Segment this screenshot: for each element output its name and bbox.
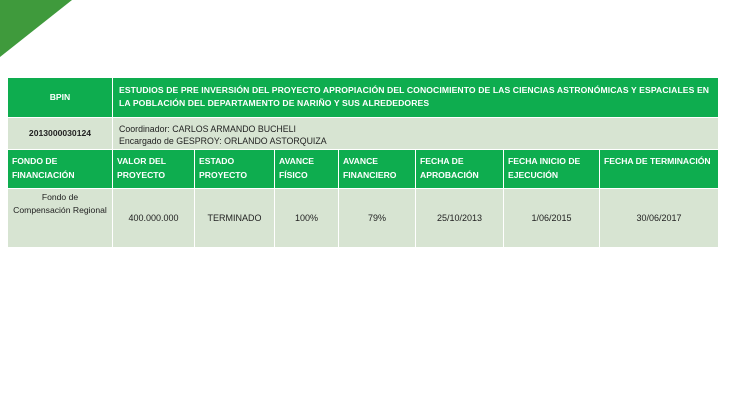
- values-row: [8, 189, 718, 248]
- value-avance-fisico: 100%: [275, 189, 339, 248]
- header-row: [8, 150, 718, 189]
- value-valor: 400.000.000: [113, 189, 195, 248]
- value-fecha-aprobacion: 25/10/2013: [416, 189, 504, 248]
- value-estado: TERMINADO: [195, 189, 275, 248]
- header-fecha-aprobacion: FECHA DE APROBACIÓN: [416, 150, 504, 189]
- project-table: [8, 78, 718, 248]
- corner-decoration: [0, 0, 72, 57]
- project-title: ESTUDIOS DE PRE INVERSIÓN DEL PROYECTO APROPIACIÓN DEL CONOCIMIENTO DE LAS CIENCIAS ASTRONÓMICAS Y ESPACIALES EN LA POBLACIÓN DEL DEPARTAMENTO DE NARIÑO Y SUS ALREDEDORES: [113, 78, 718, 118]
- header-fondo: FONDO DE FINANCIACIÓN: [8, 150, 113, 189]
- header-fecha-inicio: FECHA INICIO DE EJECUCIÓN: [504, 150, 600, 189]
- bpin-label: BPIN: [8, 78, 113, 118]
- bpin-row: [8, 118, 718, 150]
- header-estado: ESTADO PROYECTO: [195, 150, 275, 189]
- value-avance-financiero: 79%: [339, 189, 416, 248]
- value-fecha-inicio: 1/06/2015: [504, 189, 600, 248]
- header-avance-financiero: AVANCE FINANCIERO: [339, 150, 416, 189]
- header-valor: VALOR DEL PROYECTO: [113, 150, 195, 189]
- value-fecha-terminacion: 30/06/2017: [600, 189, 718, 248]
- responsibles-cell: [113, 118, 718, 150]
- gesproy-text: Encargado de GESPROY: ORLANDO ASTORQUIZA: [119, 136, 327, 146]
- header-fecha-terminacion: FECHA DE TERMINACIÓN: [600, 150, 718, 189]
- bpin-value: 2013000030124: [8, 118, 113, 150]
- coordinator-text: Coordinador: CARLOS ARMANDO BUCHELI: [119, 124, 296, 134]
- header-avance-fisico: AVANCE FÍSICO: [275, 150, 339, 189]
- value-fondo: Fondo de Compensación Regional: [8, 189, 113, 248]
- title-row: [8, 78, 718, 118]
